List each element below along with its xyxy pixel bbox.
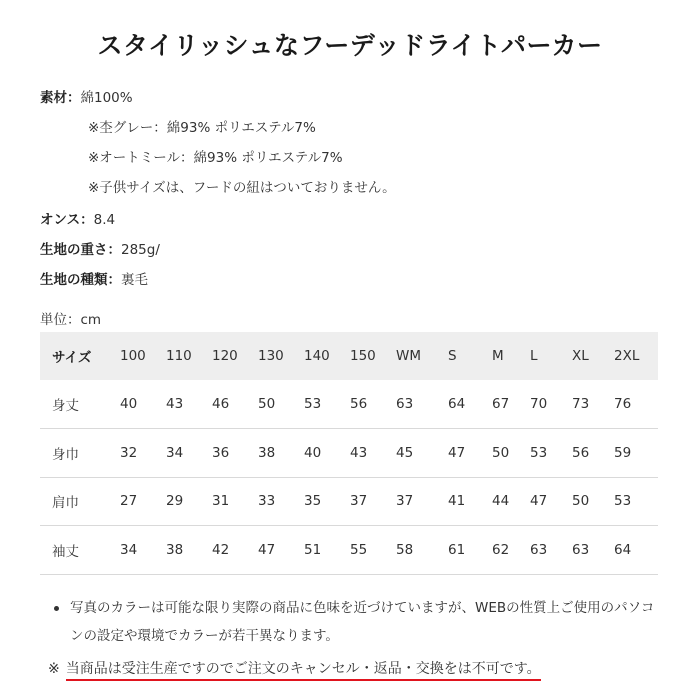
table-cell: 63 <box>396 396 414 412</box>
table-cell: 58 <box>396 541 414 558</box>
ounce-value: 8.4 <box>93 212 116 228</box>
row-label: 袖丈 <box>52 543 79 560</box>
size-header-cell: 110 <box>166 348 192 364</box>
size-header-cell: 140 <box>304 348 330 364</box>
table-cell: 45 <box>396 444 414 461</box>
weight-spec <box>40 238 160 258</box>
material-spec <box>40 86 133 106</box>
table-cell: 76 <box>614 396 632 412</box>
unit-label: 単位：cm <box>40 312 102 328</box>
table-row <box>40 429 658 478</box>
size-header-cell: 120 <box>212 348 238 364</box>
table-cell: 38 <box>258 444 276 461</box>
table-cell: 56 <box>350 396 368 412</box>
bullet-icon <box>54 606 59 611</box>
table-cell: 50 <box>258 396 276 412</box>
table-cell: 29 <box>166 493 184 510</box>
table-cell: 55 <box>350 541 368 558</box>
table-row <box>40 380 658 429</box>
row-label: 身丈 <box>52 398 79 414</box>
size-header-cell: 150 <box>350 348 376 364</box>
material-label: 素材： <box>40 90 81 106</box>
weight-value: 285g/ <box>121 242 160 258</box>
table-cell: 64 <box>614 541 632 558</box>
material-note-heather-gray: ※杢グレー：綿93% ポリエステル7% <box>88 120 316 136</box>
size-header-cell: M <box>492 348 504 364</box>
material-note-kids-hood: ※子供サイズは、フードの紐はついておりません。 <box>88 180 396 196</box>
size-header-cell: WM <box>396 348 421 364</box>
row-label: 身巾 <box>52 446 79 463</box>
table-cell: 33 <box>258 493 276 510</box>
table-cell: 31 <box>212 493 230 510</box>
table-cell: 47 <box>258 541 276 558</box>
table-cell: 44 <box>492 493 510 510</box>
table-cell: 64 <box>448 396 466 412</box>
table-cell: 63 <box>530 541 548 558</box>
size-table <box>40 332 658 575</box>
table-cell: 34 <box>166 444 184 461</box>
size-column-header: サイズ <box>52 350 92 366</box>
table-cell: 70 <box>530 396 548 412</box>
ounce-label: オンス： <box>40 212 94 228</box>
material-note-oatmeal: ※オートミール：綿93% ポリエステル7% <box>88 150 343 166</box>
fabric-type-value: 裏毛 <box>121 272 148 288</box>
no-cancel-notice: 当商品は受注生産ですのでご注文のキャンセル・返品・交換をは不可です。 <box>66 661 541 681</box>
size-header-cell: 2XL <box>614 348 640 364</box>
table-cell: 27 <box>120 493 138 510</box>
table-row <box>40 526 658 575</box>
table-cell: 37 <box>350 493 368 510</box>
table-cell: 62 <box>492 541 510 558</box>
table-cell: 61 <box>448 541 466 558</box>
table-cell: 51 <box>304 541 322 558</box>
table-cell: 35 <box>304 493 322 510</box>
table-cell: 38 <box>166 541 184 558</box>
material-value: 綿100% <box>80 90 133 106</box>
table-cell: 53 <box>304 396 322 412</box>
size-table-header <box>40 332 658 380</box>
table-cell: 37 <box>396 493 414 510</box>
table-cell: 73 <box>572 396 590 412</box>
table-cell: 34 <box>120 541 138 558</box>
size-header-cell: XL <box>572 348 589 364</box>
table-cell: 50 <box>492 444 510 461</box>
list-item <box>48 594 660 650</box>
weight-label: 生地の重さ： <box>40 242 121 258</box>
color-disclaimer: 写真のカラーは可能な限り実際の商品に色味を近づけていますが、WEBの性質上ご使用のパソコンの設定や環境でカラーが若干異なります。 <box>70 600 655 644</box>
table-cell: 43 <box>166 396 184 412</box>
row-label: 肩巾 <box>52 495 79 512</box>
table-cell: 56 <box>572 444 590 461</box>
table-cell: 36 <box>212 444 230 461</box>
fabric-type-label: 生地の種類： <box>40 272 121 288</box>
notes-list <box>48 594 660 650</box>
table-cell: 63 <box>572 541 590 558</box>
size-header-cell: 130 <box>258 348 284 364</box>
fabric-type-spec <box>40 268 148 288</box>
page-title: スタイリッシュなフーデッドライトパーカー <box>97 31 603 60</box>
table-cell: 41 <box>448 493 466 510</box>
order-warning <box>48 658 541 678</box>
table-cell: 53 <box>530 444 548 461</box>
size-header-cell: L <box>530 348 538 364</box>
table-cell: 43 <box>350 444 368 461</box>
table-cell: 42 <box>212 541 230 558</box>
table-cell: 67 <box>492 396 510 412</box>
table-row <box>40 477 658 526</box>
note-mark: ※ <box>48 661 60 677</box>
table-cell: 32 <box>120 444 138 461</box>
size-header-cell: S <box>448 348 457 364</box>
table-cell: 59 <box>614 444 632 461</box>
table-cell: 50 <box>572 493 590 510</box>
table-cell: 40 <box>304 444 322 461</box>
table-cell: 47 <box>530 493 548 510</box>
size-header-cell: 100 <box>120 348 146 364</box>
ounce-spec <box>40 208 115 228</box>
table-cell: 53 <box>614 493 632 510</box>
table-cell: 46 <box>212 396 230 412</box>
table-cell: 40 <box>120 396 138 412</box>
table-cell: 47 <box>448 444 466 461</box>
